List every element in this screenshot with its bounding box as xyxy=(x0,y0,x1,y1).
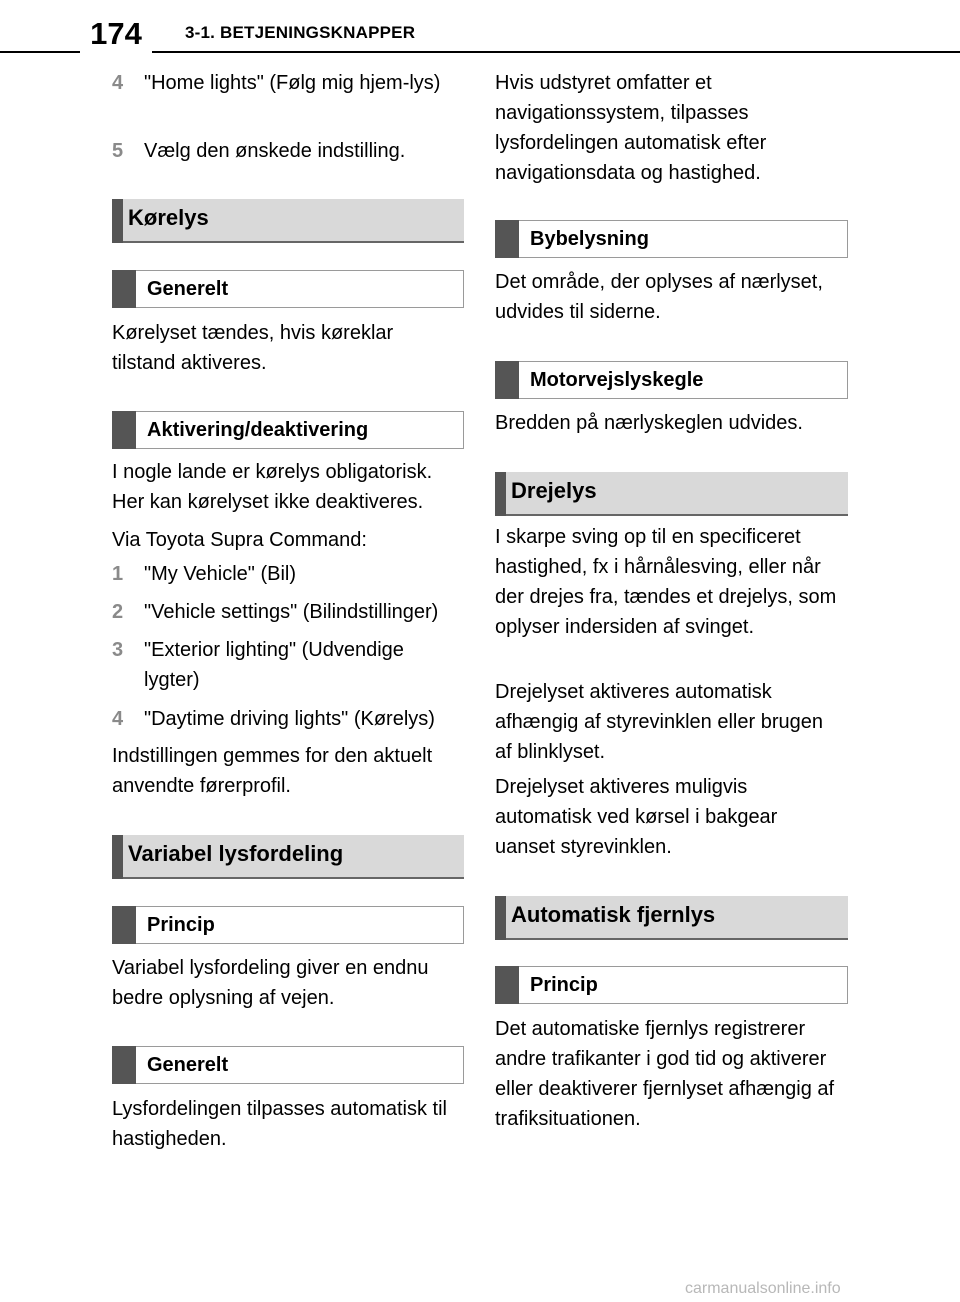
subheading-bybelysning xyxy=(495,220,848,258)
step-number: 3 xyxy=(112,639,124,661)
paragraph-motorvej: Bredden på nærlyskeglen udvides. xyxy=(495,412,803,434)
paragraph-fjernlys: Det automatiske fjernlys registrerer andre trafikanter i god tid og aktiverer eller deaktiverer fjernlyset afhængig af trafiksituationen. xyxy=(495,1018,835,1130)
subheading-text: Motorvejslyskegle xyxy=(530,369,704,391)
step-number: 1 xyxy=(112,563,124,585)
paragraph-lysfordeling: Lysfordelingen tilpasses automatisk til hastigheden. xyxy=(112,1098,447,1150)
heading-fjernlys xyxy=(495,896,848,940)
paragraph-gemmes: Indstillingen gemmes for den aktuelt anvendte førerprofil. xyxy=(112,745,433,797)
paragraph-variabel: Variabel lysfordeling giver en endnu bedre oplysning af vejen. xyxy=(112,957,429,1009)
subheading-text: Aktivering/deaktivering xyxy=(147,419,369,441)
header-rule-left xyxy=(0,51,80,53)
subheading-aktivering xyxy=(112,411,464,449)
step-vehicle-settings xyxy=(112,597,464,627)
watermark: carmanualsonline.info xyxy=(685,1280,841,1297)
heading-text: Drejelys xyxy=(511,478,597,503)
paragraph-drejelys-3: Drejelyset aktiveres muligvis automatisk ved kørsel i bakgear uanset styrevinklen. xyxy=(495,776,778,858)
step-number: 5 xyxy=(112,140,124,162)
subheading-generelt-2 xyxy=(112,1046,464,1084)
step-my-vehicle xyxy=(112,559,464,589)
step-text: Vælg den ønskede indstilling. xyxy=(144,140,406,162)
step-text: "Vehicle settings" (Bilindstillinger) xyxy=(144,601,439,623)
step-home-lights xyxy=(112,68,464,98)
step-exterior-lighting xyxy=(112,635,464,695)
subheading-text: Princip xyxy=(147,914,215,936)
subheading-motorvej xyxy=(495,361,848,399)
step-text: "My Vehicle" (Bil) xyxy=(144,563,297,585)
heading-korelys xyxy=(112,199,464,243)
subheading-generelt xyxy=(112,270,464,308)
paragraph-drejelys-2: Drejelyset aktiveres automatisk afhængig af styrevinklen eller brugen af blinklyset. xyxy=(495,681,823,763)
header-rule-right xyxy=(152,51,960,53)
step-text: "Home lights" (Følg mig hjem-lys) xyxy=(144,72,441,94)
subheading-text: Generelt xyxy=(147,278,229,300)
paragraph-obligatorisk: I nogle lande er kørelys obligatorisk. Her kan kørelyset ikke deaktiveres. xyxy=(112,461,433,513)
page-number: 174 xyxy=(90,16,142,51)
step-number: 2 xyxy=(112,601,124,623)
heading-drejelys xyxy=(495,472,848,516)
heading-text: Kørelys xyxy=(128,205,209,230)
subheading-text: Princip xyxy=(530,974,598,996)
subheading-princip xyxy=(112,906,464,944)
paragraph-drejelys-1: I skarpe sving op til en specificeret hastighed, fx i hårnålesving, eller når der drejes fra, tændes et drejelys, som oplyser indersiden af svinget. xyxy=(495,526,837,638)
step-text: "Daytime driving lights" (Kørelys) xyxy=(144,708,435,730)
page-header xyxy=(0,0,960,64)
step-number: 4 xyxy=(112,708,124,730)
step-number: 4 xyxy=(112,72,124,94)
paragraph-korelys: Kørelyset tændes, hvis køreklar tilstand aktiveres. xyxy=(112,322,394,374)
subheading-text: Generelt xyxy=(147,1054,229,1076)
paragraph-via-command: Via Toyota Supra Command: xyxy=(112,529,367,551)
step-text: "Exterior lighting" (Udvendige lygter) xyxy=(144,639,404,691)
step-select-setting xyxy=(112,136,464,166)
heading-text: Variabel lysfordeling xyxy=(128,841,344,866)
heading-text: Automatisk fjernlys xyxy=(511,902,716,927)
heading-variabel xyxy=(112,835,464,879)
paragraph-bybelysning: Det område, der oplyses af nærlyset, udvides til siderne. xyxy=(495,271,823,323)
subheading-princip-2 xyxy=(495,966,848,1004)
chapter-title: 3-1. BETJENINGSKNAPPER xyxy=(185,23,416,42)
step-daytime-lights xyxy=(112,704,464,734)
paragraph-navigation: Hvis udstyret omfatter et navigationssystem, tilpasses lysfordelingen automatisk efter navigationsdata og hastighed. xyxy=(495,72,767,184)
subheading-text: Bybelysning xyxy=(530,228,649,250)
